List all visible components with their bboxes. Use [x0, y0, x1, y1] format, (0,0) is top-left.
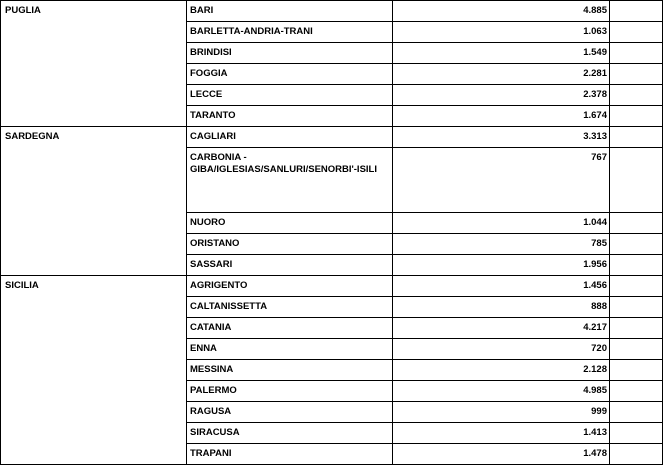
value-cell: 1.456	[393, 276, 610, 297]
empty-cell	[610, 43, 663, 64]
value-cell: 1.478	[393, 444, 610, 465]
value-cell: 4.217	[393, 318, 610, 339]
empty-cell	[610, 381, 663, 402]
province-cell: TARANTO	[187, 106, 393, 127]
province-cell: CATANIA	[187, 318, 393, 339]
province-cell: FOGGIA	[187, 64, 393, 85]
empty-cell	[610, 127, 663, 148]
province-cell: LECCE	[187, 85, 393, 106]
province-cell: PALERMO	[187, 381, 393, 402]
province-cell: CAGLIARI	[187, 127, 393, 148]
value-cell: 2.281	[393, 64, 610, 85]
value-cell: 720	[393, 339, 610, 360]
province-cell: BARLETTA-ANDRIA-TRANI	[187, 22, 393, 43]
empty-cell	[610, 297, 663, 318]
empty-cell	[610, 276, 663, 297]
province-cell: BRINDISI	[187, 43, 393, 64]
value-cell: 1.674	[393, 106, 610, 127]
empty-cell	[610, 318, 663, 339]
empty-cell	[610, 234, 663, 255]
empty-cell	[610, 106, 663, 127]
province-cell: BARI	[187, 1, 393, 22]
empty-cell	[610, 339, 663, 360]
value-cell: 2.378	[393, 85, 610, 106]
table-row	[1, 1, 663, 22]
province-cell: SASSARI	[187, 255, 393, 276]
value-cell: 1.956	[393, 255, 610, 276]
empty-cell	[610, 1, 663, 22]
province-cell: MESSINA	[187, 360, 393, 381]
empty-cell	[610, 255, 663, 276]
value-cell: 1.044	[393, 213, 610, 234]
value-cell: 785	[393, 234, 610, 255]
province-cell: TRAPANI	[187, 444, 393, 465]
province-cell: CALTANISSETTA	[187, 297, 393, 318]
empty-cell	[610, 423, 663, 444]
empty-cell	[610, 148, 663, 213]
province-cell: RAGUSA	[187, 402, 393, 423]
region-cell-puglia: PUGLIA	[1, 1, 187, 127]
value-cell: 4.985	[393, 381, 610, 402]
value-cell: 888	[393, 297, 610, 318]
value-cell: 4.885	[393, 1, 610, 22]
empty-cell	[610, 360, 663, 381]
empty-cell	[610, 64, 663, 85]
value-cell: 1.413	[393, 423, 610, 444]
value-cell: 1.549	[393, 43, 610, 64]
table-row	[1, 276, 663, 297]
region-cell-sardegna: SARDEGNA	[1, 127, 187, 276]
empty-cell	[610, 444, 663, 465]
value-cell: 1.063	[393, 22, 610, 43]
value-cell: 999	[393, 402, 610, 423]
province-cell: ORISTANO	[187, 234, 393, 255]
province-cell: SIRACUSA	[187, 423, 393, 444]
empty-cell	[610, 85, 663, 106]
province-cell: CARBONIA - GIBA/IGLESIAS/SANLURI/SENORBI'-ISILI	[187, 148, 393, 213]
province-cell: NUORO	[187, 213, 393, 234]
empty-cell	[610, 22, 663, 43]
table-row	[1, 127, 663, 148]
empty-cell	[610, 402, 663, 423]
province-cell: AGRIGENTO	[187, 276, 393, 297]
province-cell: ENNA	[187, 339, 393, 360]
empty-cell	[610, 213, 663, 234]
region-cell-sicilia: SICILIA	[1, 276, 187, 465]
value-cell: 3.313	[393, 127, 610, 148]
value-cell: 2.128	[393, 360, 610, 381]
value-cell: 767	[393, 148, 610, 213]
